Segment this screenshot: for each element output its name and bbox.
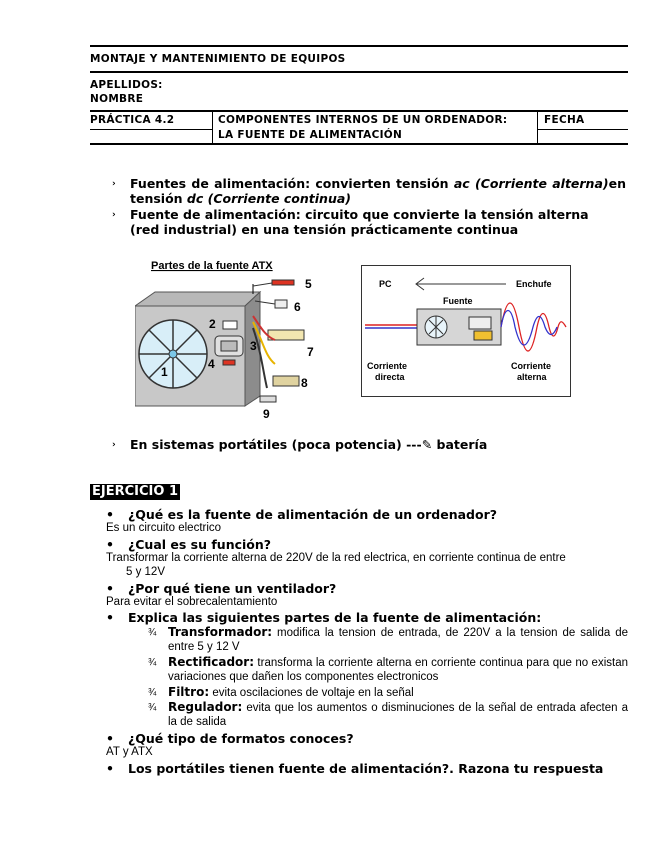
intro-bullet-2: › Fuente de alimentación: circuito que convierte la tensión alterna (red industrial) en una tensión prácticamente continua	[112, 207, 589, 237]
question-3: • ¿Por qué tiene un ventilador?	[106, 581, 337, 596]
svg-text:Enchufe: Enchufe	[516, 279, 552, 289]
arrow-bullet-icon: ›	[112, 210, 116, 220]
part-regulador: ¾ Regulador: evita que los aumentos o disminuciones de la señal de entrada afecten a la de salida	[148, 700, 628, 728]
svg-text:5: 5	[305, 277, 312, 291]
svg-text:8: 8	[301, 376, 308, 390]
pen-icon: ✎	[421, 437, 433, 452]
svg-text:Fuente: Fuente	[443, 296, 473, 306]
svg-text:6: 6	[294, 300, 301, 314]
svg-text:Corriente: Corriente	[367, 361, 408, 371]
arrow-bullet-icon: ›	[112, 179, 116, 189]
cell-rule	[537, 129, 628, 130]
figure-title: Partes de la fuente ATX	[151, 260, 273, 272]
svg-text:7: 7	[307, 345, 314, 359]
part-filtro: ¾ Filtro: evita oscilaciones de voltaje en la señal	[148, 685, 414, 699]
header-rule	[90, 71, 628, 73]
apellidos-label: APELLIDOS:	[90, 79, 163, 91]
arrow-bullet-icon: ›	[112, 440, 116, 450]
fecha-label: FECHA	[544, 114, 585, 126]
svg-text:1: 1	[161, 365, 168, 379]
svg-text:Corriente: Corriente	[511, 361, 552, 371]
question-5: • ¿Qué tipo de formatos conoces?	[106, 731, 354, 746]
question-2: • ¿Cual es su función?	[106, 537, 272, 552]
svg-text:4: 4	[208, 357, 215, 371]
answer-2: Transformar la corriente alterna de 220V de la red electrica, en corriente continua de entre 5 y 12V	[106, 552, 566, 578]
svg-text:9: 9	[263, 407, 270, 421]
practica-label: PRÁCTICA 4.2	[90, 114, 175, 126]
topic-line2: LA FUENTE DE ALIMENTACIÓN	[218, 129, 403, 141]
connector-icon	[272, 280, 294, 285]
svg-text:directa: directa	[375, 372, 405, 382]
intro-bullet-3: › En sistemas portátiles (poca potencia) ---✎ batería	[112, 437, 488, 452]
header-bottom-rule	[90, 143, 628, 145]
question-4: • Explica las siguientes partes de la fuente de alimentación:	[106, 610, 542, 625]
answer-1: Es un circuito electrico	[106, 522, 222, 534]
svg-text:PC: PC	[379, 279, 392, 289]
exercise-title: EJERCICIO 1	[92, 484, 178, 499]
answer-5: AT y ATX	[106, 746, 153, 758]
header-rule	[90, 110, 628, 112]
part-transformador: ¾ Transformador: modifica la tension de entrada, de 220V a la tension de salida de entre 5 y 12 V	[148, 625, 628, 653]
cell-rule	[90, 129, 213, 130]
header-top-rule	[90, 45, 628, 47]
intro-bullet-1: › Fuentes de alimentación: convierten tensión ac (Corriente alterna)en tensión dc (Corriente continua)	[112, 176, 626, 206]
course-title: MONTAJE Y MANTENIMIENTO DE EQUIPOS	[90, 53, 346, 65]
part-rectificador: ¾ Rectificador: transforma la corriente alterna en corriente continua para que no existan variaciones que dañen los componentes electronicos	[148, 655, 628, 683]
svg-text:3: 3	[250, 339, 257, 353]
atx-psu-figure	[135, 256, 330, 421]
nombre-label: NOMBRE	[90, 93, 144, 105]
svg-text:alterna: alterna	[517, 372, 547, 382]
ac-dc-diagram	[361, 265, 571, 397]
question-6: • Los portátiles tienen fuente de alimentación?. Razona tu respuesta	[106, 761, 604, 776]
switch-icon	[223, 321, 237, 329]
answer-3: Para evitar el sobrecalentamiento	[106, 596, 278, 608]
question-1: • ¿Qué es la fuente de alimentación de un ordenador?	[106, 507, 497, 522]
svg-text:2: 2	[209, 317, 216, 331]
topic-line1: COMPONENTES INTERNOS DE UN ORDENADOR:	[218, 114, 508, 126]
